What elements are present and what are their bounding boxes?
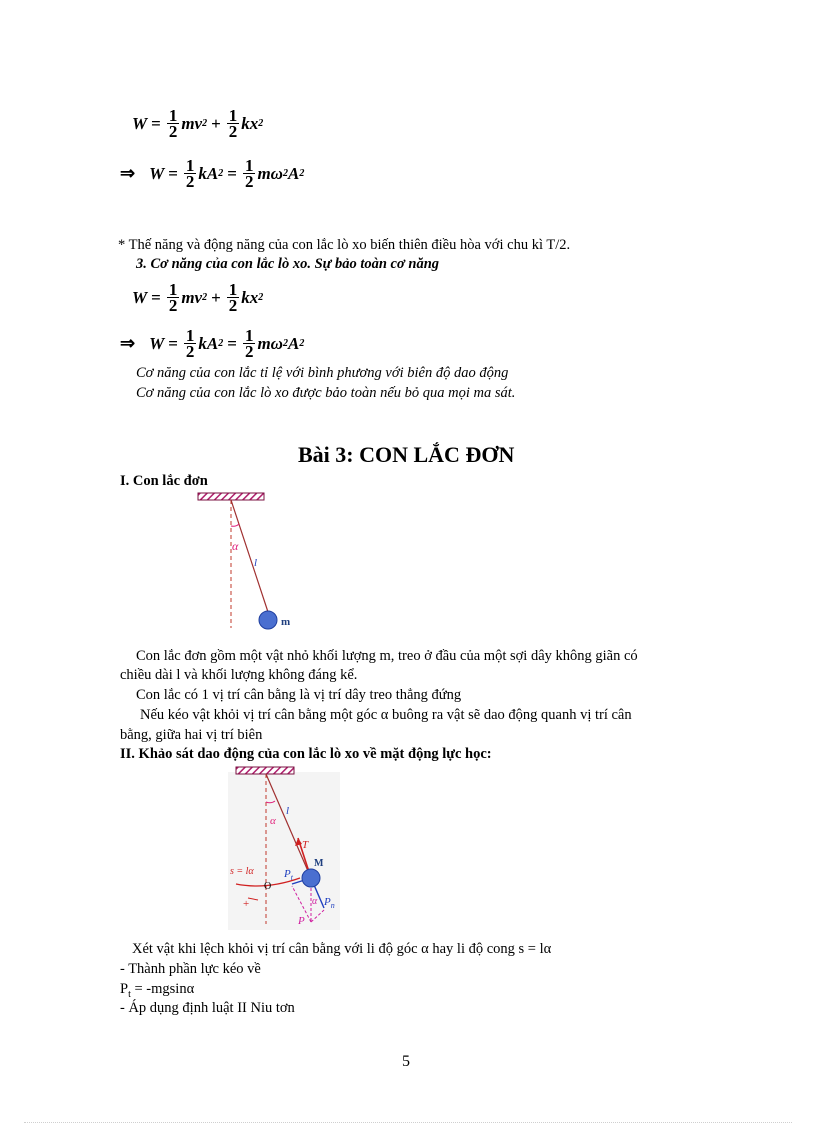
section3-heading: 3. Cơ năng của con lắc lò xo. Sự bảo toàn cơ năng: [136, 256, 440, 272]
bullet-1: - Thành phần lực kéo về: [120, 961, 261, 977]
force-diagram-figure: [228, 762, 348, 932]
section1-heading: I. Con lắc đơn: [120, 473, 208, 489]
point-M-label: M: [314, 858, 324, 869]
mass-label: m: [281, 616, 291, 628]
formula-Pt: $P_t = -mgsin\alpha$: [120, 981, 195, 1000]
pendulum-figure: [190, 488, 320, 633]
energy-equation-4: ⇒ W = $\frac{1}{2}$ kA 2 = $\frac{1}{2}$ mω 2 A 2: [120, 326, 305, 361]
section2-heading: II. Khảo sát dao động của con lắc lò xo về mặt động lực học:: [120, 746, 492, 762]
note-potential-energy: * Thế năng và động năng của con lắc lò xo biến thiên điều hòa với chu kì T/2.: [118, 237, 571, 253]
tension-label: T: [302, 839, 309, 851]
bullet-2: - Áp dụng định luật II Niu tơn: [120, 1000, 295, 1016]
paragraph-3-line-1: Nếu kéo vật khỏi vị trí cân bằng một góc α buông ra vật sẽ dao động quanh vị trí cân: [140, 707, 632, 723]
paragraph-2: Con lắc có 1 vị trí cân bằng là vị trí dây treo thẳng đứng: [136, 687, 462, 703]
page-number: 5: [402, 1053, 410, 1070]
paragraph-3-line-2: bằng, giữa hai vị trí biên: [120, 727, 263, 743]
energy-equation-3: W = $\frac{1}{2}$ mv 2 + $\frac{1}{2}$ kx 2: [132, 280, 264, 315]
angle-label: α: [270, 815, 276, 827]
fraction: $\frac{1}{2}$: [228, 106, 238, 141]
energy-equation-1: W = $\frac{1}{2}$ mv 2 + $\frac{1}{2}$ kx 2: [132, 106, 264, 141]
positive-direction-label: +: [243, 898, 250, 910]
ceiling-support: [236, 767, 294, 774]
length-label: l: [254, 557, 258, 569]
normal-force-label: $P_n$: [324, 896, 335, 910]
origin-label: O: [264, 881, 272, 892]
eq-lhs: W: [132, 113, 148, 133]
angle-label-2: α: [312, 896, 318, 907]
lesson-title: Bài 3: CON LẮC ĐƠN: [298, 442, 515, 467]
gravity-label: P: [298, 915, 305, 927]
conclusion-2: Cơ năng của con lắc lò xo được bảo toàn nếu bỏ qua mọi ma sát.: [136, 385, 516, 401]
fraction: $\frac{1}{2}$: [168, 106, 178, 141]
conclusion-1: Cơ năng của con lắc tỉ lệ với bình phương với biên độ dao động: [136, 365, 509, 381]
tangential-force-label: $P_t$: [284, 868, 293, 882]
paragraph-4: Xét vật khi lệch khỏi vị trí cân bằng với li độ góc α hay li độ cong s = lα: [132, 941, 552, 957]
energy-equation-2: ⇒ W = $\frac{1}{2}$ kA 2 = $\frac{1}{2}$ mω 2 A 2: [120, 156, 305, 191]
paragraph-1-line-2: chiều dài l và khối lượng không đáng kể.: [120, 667, 358, 683]
length-label: l: [286, 805, 290, 817]
implies-icon: ⇒: [120, 163, 136, 183]
ceiling-support: [198, 493, 264, 500]
bob-mass: [302, 869, 320, 887]
paragraph-1-line-1: Con lắc đơn gồm một vật nhỏ khối lượng m, treo ở đầu của một sợi dây không giãn có: [136, 648, 638, 664]
arc-length-label: s = lα: [230, 866, 254, 877]
bob-mass: [259, 611, 277, 629]
implies-icon: ⇒: [120, 333, 136, 353]
pendulum-string: [231, 500, 268, 612]
angle-label: α: [232, 539, 239, 553]
